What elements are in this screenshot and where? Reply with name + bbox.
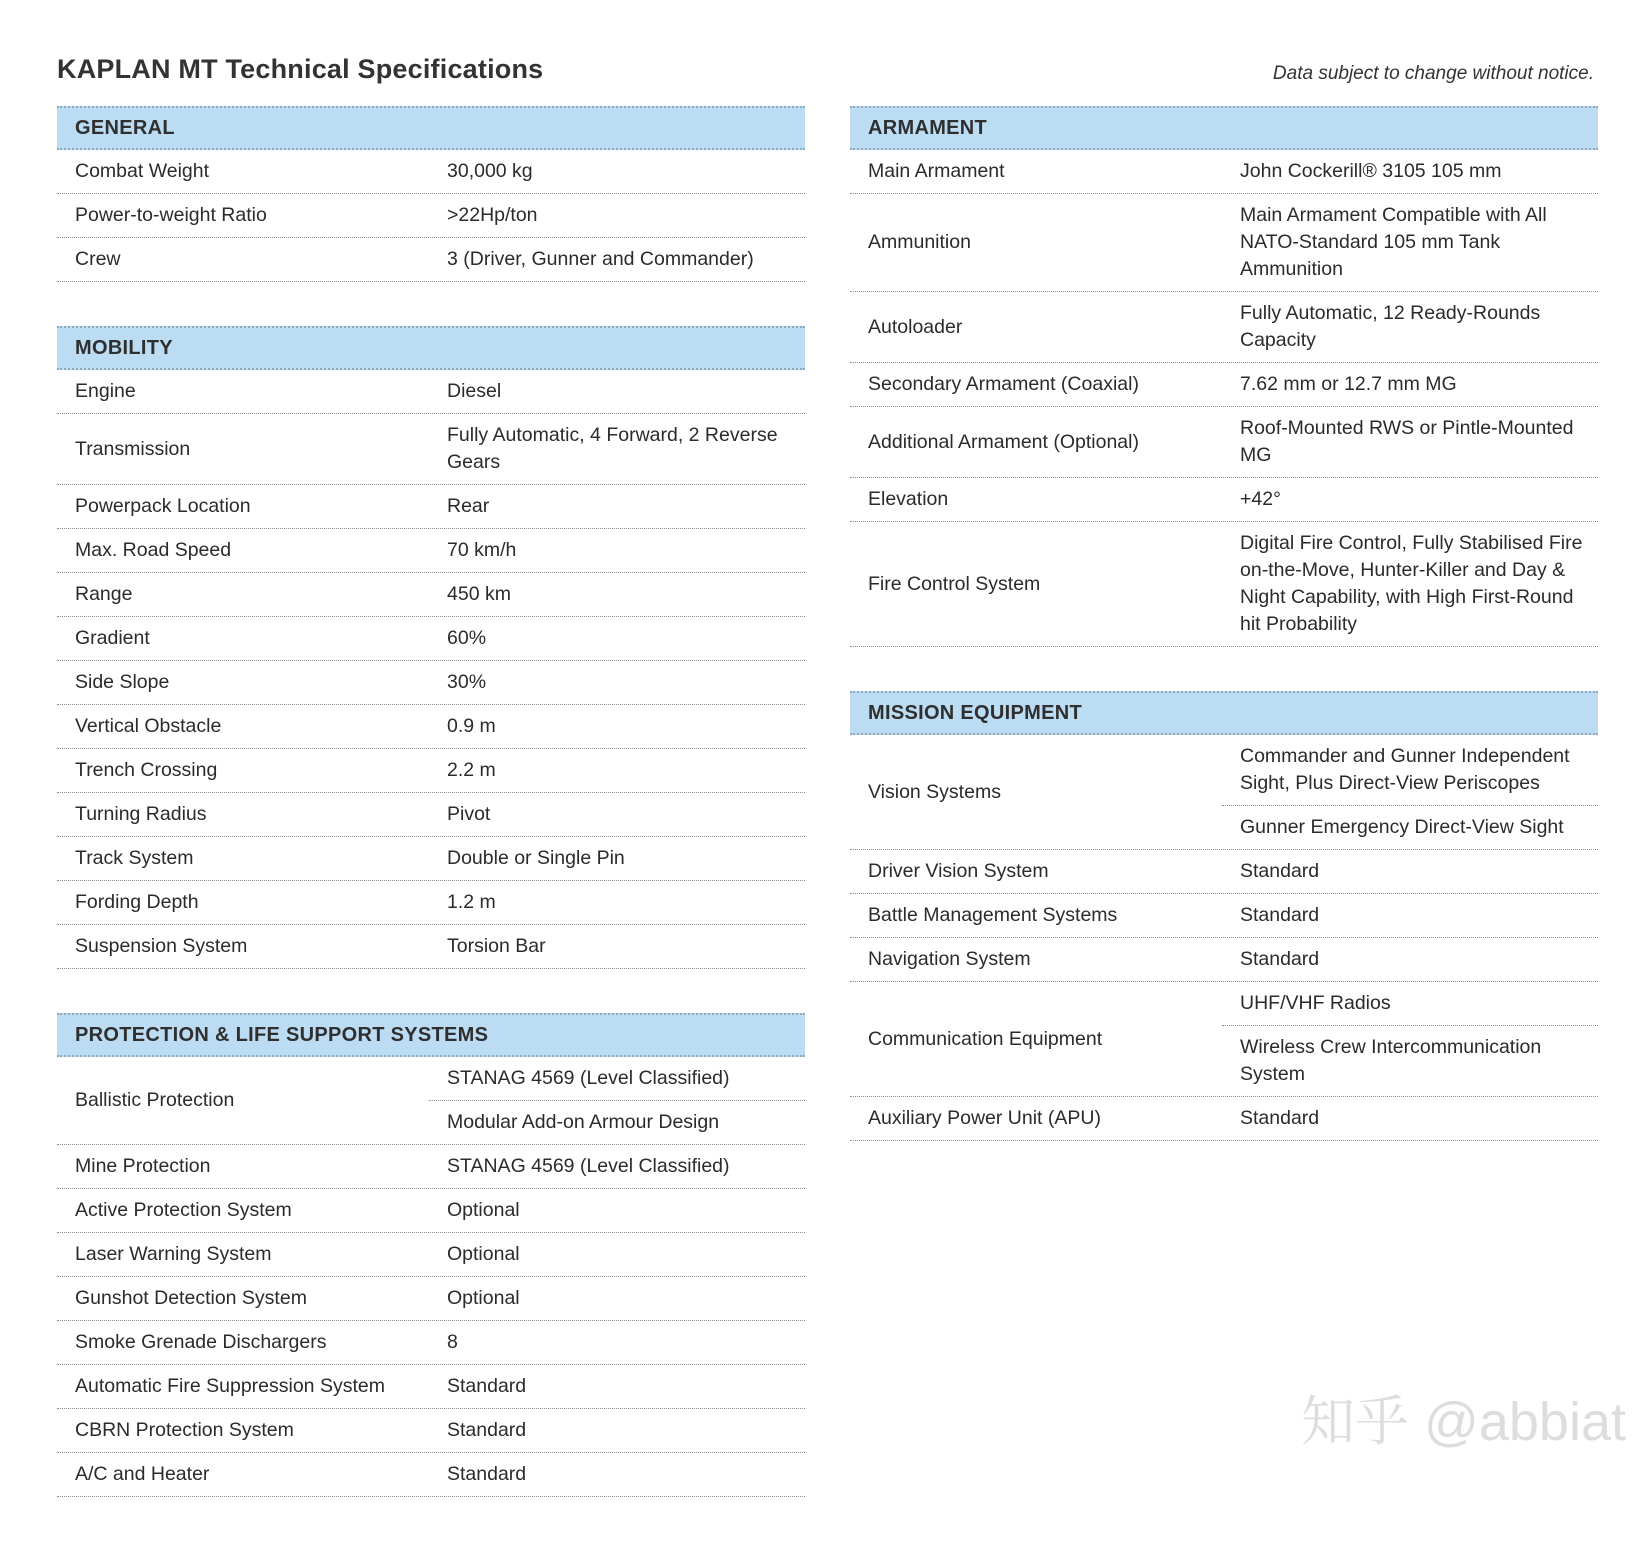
- spec-row: [57, 150, 805, 194]
- spec-value: Fully Automatic, 12 Ready-Rounds Capacity: [1240, 302, 1541, 351]
- spec-value: Modular Add-on Armour Design: [429, 1100, 805, 1144]
- spec-values: [429, 705, 805, 748]
- spec-value: Gunner Emergency Direct-View Sight: [1222, 805, 1598, 849]
- spec-label: Trench Crossing: [75, 759, 218, 781]
- spec-values: [429, 370, 805, 413]
- spec-label: Transmission: [75, 437, 191, 460]
- spec-values: [429, 837, 805, 880]
- spec-label: Fording Depth: [75, 891, 199, 913]
- spec-value: Standard: [447, 1375, 527, 1397]
- spec-label: Auxiliary Power Unit (APU): [868, 1107, 1101, 1129]
- spec-row: [57, 1057, 805, 1145]
- spec-values: [429, 661, 805, 704]
- spec-value: John Cockerill® 3105 105 mm: [1240, 160, 1502, 182]
- spec-value: Double or Single Pin: [447, 847, 625, 869]
- spec-label: Navigation System: [868, 948, 1031, 970]
- spec-values: [1222, 407, 1598, 477]
- spec-values: [429, 1145, 805, 1188]
- spec-label: Vertical Obstacle: [75, 715, 222, 737]
- spec-values: [1222, 850, 1598, 893]
- spec-value: Standard: [1240, 1107, 1320, 1129]
- spec-row: [57, 1409, 805, 1453]
- spec-label: Max. Road Speed: [75, 539, 232, 561]
- spec-row: [57, 1453, 805, 1497]
- spec-row: [850, 735, 1598, 850]
- spec-label: CBRN Protection System: [75, 1419, 294, 1441]
- section-mobility: [57, 326, 805, 969]
- spec-value: 70 km/h: [447, 539, 517, 561]
- section-heading: MOBILITY: [57, 326, 805, 370]
- spec-values: [429, 749, 805, 792]
- section-heading: MISSION EQUIPMENT: [850, 691, 1598, 735]
- spec-value: Pivot: [447, 803, 491, 825]
- spec-value: 3 (Driver, Gunner and Commander): [447, 248, 754, 270]
- spec-row: [57, 529, 805, 573]
- spec-label: Mine Protection: [75, 1155, 211, 1177]
- spec-value: Main Armament Compatible with All NATO-Standard 105 mm Tank Ammunition: [1240, 204, 1547, 280]
- spec-value: Optional: [447, 1199, 520, 1221]
- spec-value: Standard: [447, 1419, 527, 1441]
- spec-label: Battle Management Systems: [868, 904, 1118, 926]
- spec-values: [429, 793, 805, 836]
- spec-values: [1222, 478, 1598, 521]
- spec-label: Gradient: [75, 627, 150, 649]
- spec-value: 60%: [447, 627, 487, 649]
- spec-value: >22Hp/ton: [447, 204, 538, 226]
- spec-label: Side Slope: [75, 671, 170, 693]
- spec-values: [1222, 982, 1598, 1096]
- spec-row: [850, 982, 1598, 1097]
- spec-value: Commander and Gunner Independent Sight, Plus Direct-View Periscopes: [1240, 745, 1570, 794]
- spec-values: [1222, 894, 1598, 937]
- spec-label: Range: [75, 583, 133, 605]
- spec-label: Powerpack Location: [75, 495, 251, 517]
- spec-values: [429, 1277, 805, 1320]
- spec-label: Smoke Grenade Dischargers: [75, 1331, 327, 1353]
- right-column: [850, 106, 1598, 1185]
- spec-value: STANAG 4569 (Level Classified): [447, 1155, 730, 1177]
- spec-value: 450 km: [447, 583, 511, 605]
- spec-values: [1222, 292, 1598, 362]
- spec-value: 1.2 m: [447, 891, 496, 913]
- spec-row: [57, 370, 805, 414]
- spec-label: Main Armament: [868, 160, 1005, 182]
- spec-label: Additional Armament (Optional): [868, 430, 1139, 453]
- spec-values: [429, 414, 805, 484]
- section-general: [57, 106, 805, 282]
- spec-row: [57, 1233, 805, 1277]
- spec-values: [429, 1365, 805, 1408]
- spec-value: Torsion Bar: [447, 935, 546, 957]
- spec-value: Optional: [447, 1243, 520, 1265]
- spec-row: [850, 478, 1598, 522]
- spec-label: Laser Warning System: [75, 1243, 272, 1265]
- spec-values: [429, 881, 805, 924]
- spec-value: Digital Fire Control, Fully Stabilised Fire on-the-Move, Hunter-Killer and Day & Night Capability, with High First-Round hit Probability: [1240, 532, 1583, 635]
- spec-value: Fully Automatic, 4 Forward, 2 Reverse Gears: [447, 424, 778, 473]
- section-heading: PROTECTION & LIFE SUPPORT SYSTEMS: [57, 1013, 805, 1057]
- spec-row: [850, 894, 1598, 938]
- watermark: [1301, 1379, 1626, 1456]
- spec-value: UHF/VHF Radios: [1240, 992, 1391, 1014]
- spec-row: [850, 363, 1598, 407]
- spec-label: Turning Radius: [75, 803, 207, 825]
- spec-label: Suspension System: [75, 935, 248, 957]
- spec-values: [1222, 1097, 1598, 1140]
- spec-values: [1222, 150, 1598, 193]
- spec-label: Ammunition: [868, 231, 971, 253]
- spec-label: Driver Vision System: [868, 860, 1049, 882]
- spec-row: [57, 1145, 805, 1189]
- spec-values: [429, 485, 805, 528]
- spec-label: Power-to-weight Ratio: [75, 204, 267, 226]
- watermark-text: 知乎 @abbiat: [1301, 1392, 1626, 1452]
- spec-value: Rear: [447, 495, 490, 517]
- spec-row: [57, 1321, 805, 1365]
- spec-row: [850, 150, 1598, 194]
- spec-label: Secondary Armament (Coaxial): [868, 373, 1139, 395]
- spec-values: [429, 194, 805, 237]
- spec-values: [1222, 194, 1598, 291]
- spec-values: [429, 1233, 805, 1276]
- spec-row: [57, 837, 805, 881]
- spec-label: Track System: [75, 847, 194, 869]
- spec-row: [57, 194, 805, 238]
- spec-value: Standard: [1240, 948, 1320, 970]
- spec-row: [57, 793, 805, 837]
- spec-values: [429, 1453, 805, 1496]
- page-title: KAPLAN MT Technical Specifications: [57, 54, 544, 84]
- section-armament: [850, 106, 1598, 647]
- spec-label: Combat Weight: [75, 160, 210, 182]
- spec-row: [850, 292, 1598, 363]
- spec-label: Autoloader: [868, 315, 963, 338]
- spec-row: [57, 1365, 805, 1409]
- spec-row: [57, 1277, 805, 1321]
- section-mission-equipment: [850, 691, 1598, 1141]
- spec-value: 8: [447, 1331, 458, 1353]
- spec-values: [429, 573, 805, 616]
- spec-row: [57, 485, 805, 529]
- spec-value: Roof-Mounted RWS or Pintle-Mounted MG: [1240, 417, 1574, 466]
- spec-value: 2.2 m: [447, 759, 496, 781]
- spec-label: Vision Systems: [868, 780, 1001, 803]
- spec-row: [57, 705, 805, 749]
- spec-label: Communication Equipment: [868, 1027, 1103, 1050]
- left-column: [57, 106, 805, 1541]
- spec-value: +42°: [1240, 488, 1281, 510]
- spec-row: [57, 573, 805, 617]
- spec-label: Ballistic Protection: [75, 1089, 235, 1111]
- spec-label: Engine: [75, 380, 136, 402]
- spec-row: [850, 522, 1598, 647]
- spec-values: [429, 529, 805, 572]
- spec-row: [57, 661, 805, 705]
- disclaimer-note: Data subject to change without notice.: [1272, 63, 1594, 84]
- spec-values: [429, 238, 805, 281]
- spec-label: Gunshot Detection System: [75, 1287, 307, 1309]
- spec-value: 30%: [447, 671, 487, 693]
- spec-values: [429, 617, 805, 660]
- spec-row: [57, 749, 805, 793]
- spec-row: [57, 881, 805, 925]
- spec-value: Optional: [447, 1287, 520, 1309]
- spec-values: [1222, 938, 1598, 981]
- spec-value: 0.9 m: [447, 715, 496, 737]
- spec-values: [1222, 363, 1598, 406]
- spec-row: [57, 617, 805, 661]
- spec-label: Active Protection System: [75, 1199, 292, 1221]
- spec-row: [57, 1189, 805, 1233]
- spec-label: Fire Control System: [868, 572, 1041, 595]
- spec-row: [57, 925, 805, 969]
- spec-values: [429, 150, 805, 193]
- spec-values: [429, 1057, 805, 1144]
- spec-row: [57, 238, 805, 282]
- spec-value: Standard: [1240, 860, 1320, 882]
- spec-values: [429, 1321, 805, 1364]
- spec-value: Standard: [447, 1463, 527, 1485]
- spec-value: STANAG 4569 (Level Classified): [447, 1067, 730, 1089]
- spec-row: [850, 850, 1598, 894]
- spec-label: Automatic Fire Suppression System: [75, 1375, 385, 1397]
- spec-value: 30,000 kg: [447, 160, 533, 182]
- section-heading: ARMAMENT: [850, 106, 1598, 150]
- spec-row: [850, 1097, 1598, 1141]
- spec-values: [429, 1189, 805, 1232]
- spec-value: Standard: [1240, 904, 1320, 926]
- spec-values: [1222, 522, 1598, 646]
- spec-row: [850, 938, 1598, 982]
- spec-value: Diesel: [447, 380, 502, 402]
- spec-row: [850, 407, 1598, 478]
- section-protection-life-support-systems: [57, 1013, 805, 1497]
- section-heading: GENERAL: [57, 106, 805, 150]
- spec-row: [57, 414, 805, 485]
- spec-value: Wireless Crew Intercommunication System: [1222, 1025, 1598, 1096]
- spec-label: Elevation: [868, 488, 949, 510]
- spec-row: [850, 194, 1598, 292]
- spec-values: [429, 1409, 805, 1452]
- spec-values: [429, 925, 805, 968]
- spec-values: [1222, 735, 1598, 849]
- spec-value: 7.62 mm or 12.7 mm MG: [1240, 373, 1457, 395]
- spec-label: A/C and Heater: [75, 1463, 210, 1485]
- spec-label: Crew: [75, 248, 121, 270]
